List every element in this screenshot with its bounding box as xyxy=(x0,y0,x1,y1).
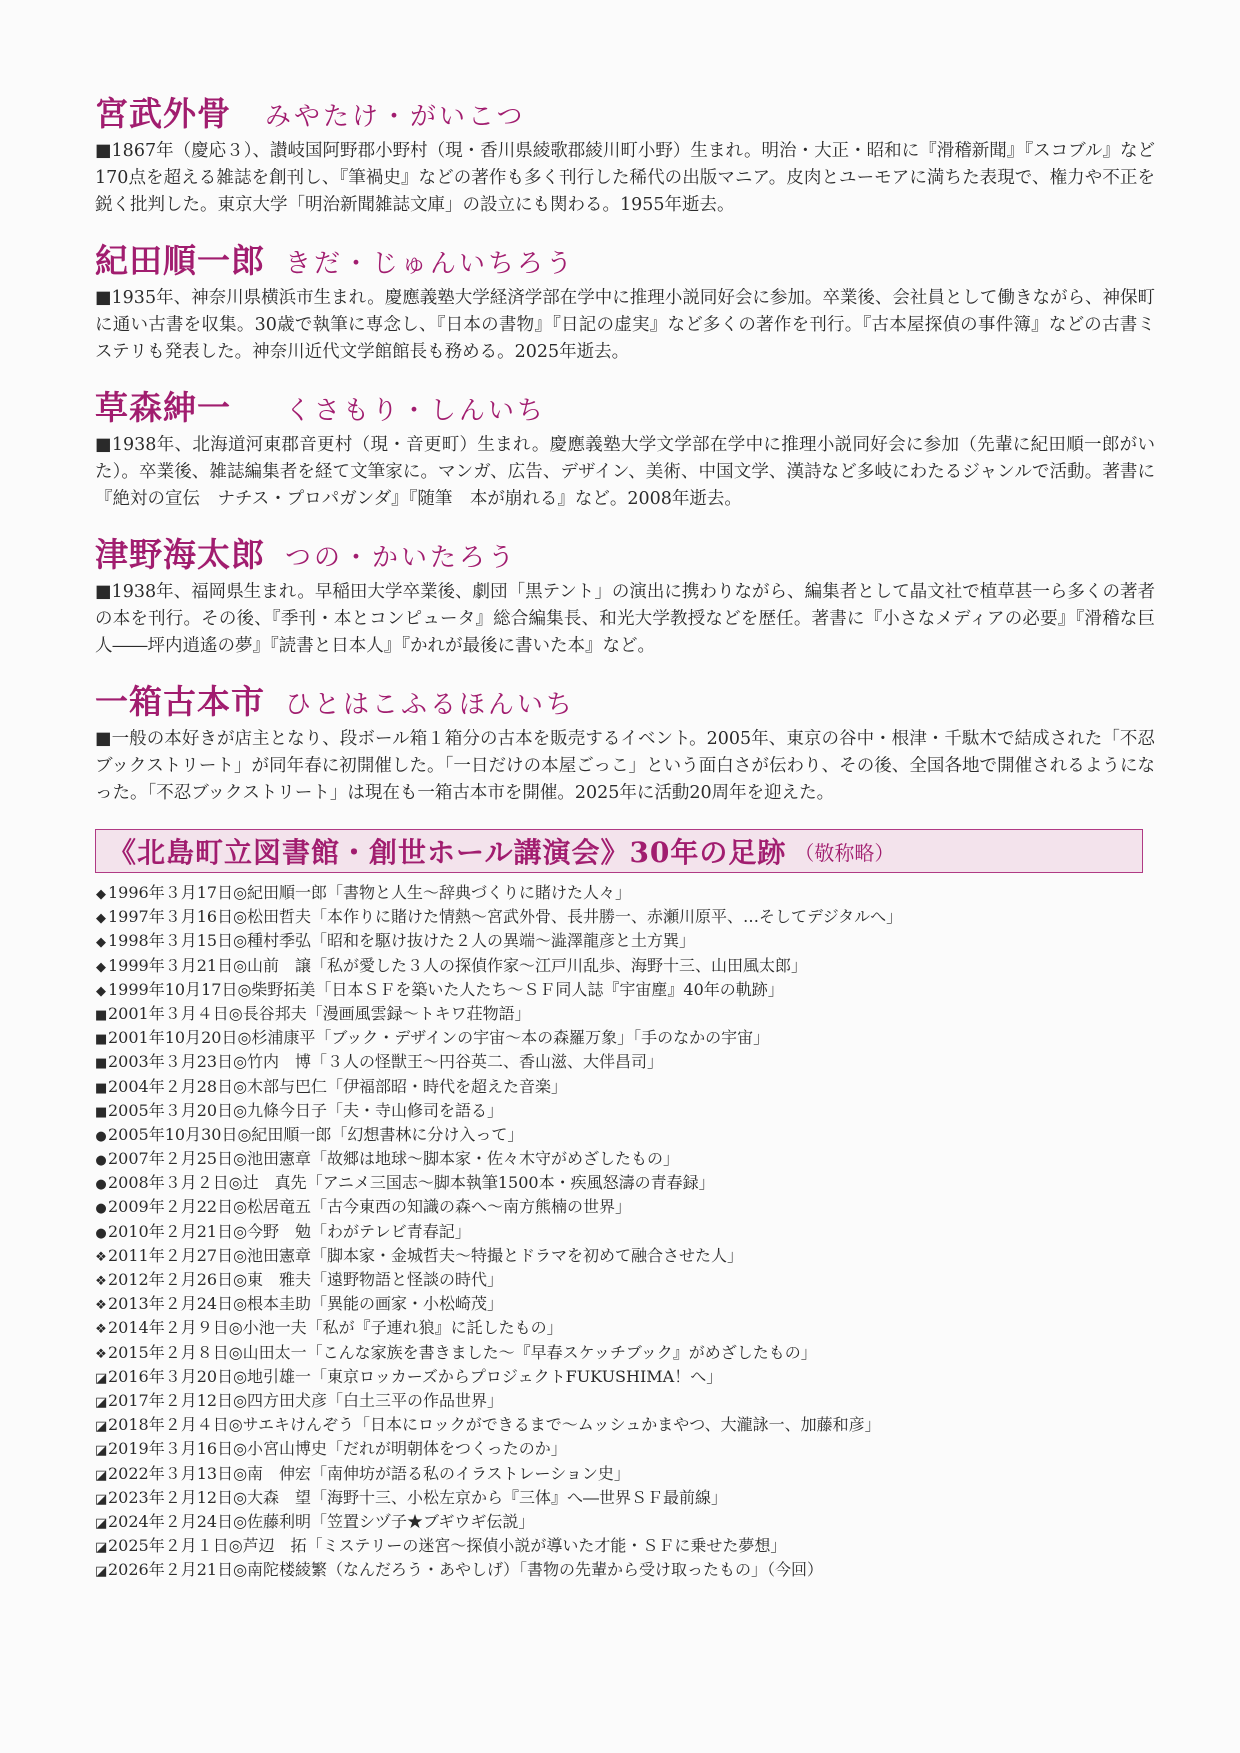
event-text: 2019年３月16日◎小宮山博史「だれが明朝体をつくったのか」 xyxy=(108,1439,567,1459)
event-marker: ■ xyxy=(95,1032,108,1048)
event-text: 2017年２月12日◎四方田犬彦「白土三平の作品世界」 xyxy=(108,1390,504,1410)
event-marker: ◪ xyxy=(95,1540,108,1556)
event-marker: ◪ xyxy=(95,1491,108,1507)
event-marker: ◪ xyxy=(95,1515,108,1531)
history-event xyxy=(95,1099,1155,1123)
history-event xyxy=(95,1558,1155,1582)
profile-name: 津野海太郎 xyxy=(95,535,265,574)
event-text: 2026年２月21日◎南陀楼綾繁（なんだろう・あやしげ）「書物の先輩から受け取ったもの」（今回） xyxy=(108,1560,824,1580)
event-marker: ● xyxy=(95,1177,107,1193)
event-marker: ◆ xyxy=(96,959,106,975)
profile-name: 宮武外骨 xyxy=(95,94,231,133)
event-text: 2015年２月８日◎山田太一「こんな家族を書きました～『早春スケッチブック』がめざしたもの」 xyxy=(108,1342,817,1362)
event-marker: ◪ xyxy=(95,1564,108,1580)
history-event xyxy=(95,1534,1155,1558)
event-marker: ❖ xyxy=(95,1274,107,1289)
history-list xyxy=(95,881,1155,1582)
history-title: 《北島町立図書館・創世ホール講演会》30年の足跡 xyxy=(108,836,787,869)
event-marker: ❖ xyxy=(95,1249,107,1265)
event-text: 2005年３月20日◎九條今日子「夫・寺山修司を語る」 xyxy=(108,1100,504,1120)
event-text: 2004年２月28日◎木部与巴仁「伊福部昭・時代を超えた音楽」 xyxy=(108,1076,568,1096)
event-text: 2001年３月４日◎長谷邦夫「漫画風雲録～トキワ荘物語」 xyxy=(108,1003,531,1023)
event-text: 1999年３月21日◎山前 譲「私が愛した３人の探偵作家～江戸川乱歩、海野十三、山田風太郎」 xyxy=(108,955,808,975)
history-event xyxy=(95,1341,1155,1365)
event-text: 1998年３月15日◎種村季弘「昭和を駆け抜けた２人の異端～澁澤龍彦と土方巽」 xyxy=(108,931,696,951)
profile-text: ■1938年、福岡県生まれ。早稲田大学卒業後、劇団「黒テント」の演出に携わりながら、編集者として晶文社で植草甚一ら多くの著者の本を刊行。その後、『季刊・本とコンピュータ』総合編集長、和光大学教授などを歴任。著書に『小さなメディアの必要』『滑稽な巨人――坪内逍遙の夢』『読書と日本人』『かれが最後に書いた本』など。 xyxy=(95,582,1155,656)
history-event xyxy=(95,1244,1155,1268)
event-marker: ● xyxy=(95,1153,107,1169)
profile-name: 紀田順一郎 xyxy=(95,241,265,280)
history-event xyxy=(95,1316,1155,1340)
history-event xyxy=(95,1437,1155,1461)
event-text: 2007年２月25日◎池田憲章「故郷は地球～脚本家・佐々木守がめざしたもの」 xyxy=(108,1149,680,1169)
event-marker: ◪ xyxy=(95,1394,108,1410)
event-text: 2012年２月26日◎東 雅夫「遠野物語と怪談の時代」 xyxy=(108,1270,504,1289)
event-marker: ◪ xyxy=(95,1467,108,1483)
event-text: 2001年10月20日◎杉浦康平「ブック・デザインの宇宙～本の森羅万象」「手のなかの宇宙」 xyxy=(108,1028,770,1048)
event-marker: ● xyxy=(95,1225,107,1241)
event-marker: ◪ xyxy=(95,1443,108,1459)
profile-text: ■1938年、北海道河東郡音更村（現・音更町）生まれ。慶應義塾大学文学部在学中に推理小説同好会に参加（先輩に紀田順一郎がいた）。卒業後、雑誌編集者を経て文筆家に。マンガ、広告、デザイン、美術、中国文学、漢詩など多岐にわたるジャンルで活動。著書に『絶対の宣伝 ナチス・プロパガンダ』『随筆 本が崩れる』など。2008年逝去。 xyxy=(95,435,1155,509)
history-event xyxy=(95,1486,1155,1510)
profile-hitohako xyxy=(95,676,1155,807)
profile-tsuno xyxy=(95,529,1155,660)
event-text: 2010年２月21日◎今野 勉「わがテレビ青春記」 xyxy=(108,1221,471,1241)
profile-name: 一箱古本市 xyxy=(95,682,265,721)
event-marker: ◪ xyxy=(95,1419,108,1435)
profile-text: ■1867年（慶応３）、讃岐国阿野郡小野村（現・香川県綾歌郡綾川町小野）生まれ。明治・大正・昭和に『滑稽新聞』『スコブル』など170点を超える雑誌を創刊し、『筆禍史』などの著作も多く刊行した稀代の出版マニア。皮肉とユーモアに満ちた表現で、権力や不正を鋭く批判した。東京大学「明治新聞雑誌文庫」の設立にも関わる。1955年逝去。 xyxy=(95,141,1155,215)
history-event xyxy=(95,1510,1155,1534)
event-marker: ❖ xyxy=(95,1346,107,1362)
history-event xyxy=(95,1123,1155,1147)
event-marker: ◆ xyxy=(96,935,106,951)
history-event xyxy=(95,929,1155,953)
profile-miyatake xyxy=(95,88,1155,219)
document-page xyxy=(95,88,1155,1582)
event-text: 2022年３月13日◎南 伸宏「南伸坊が語る私のイラストレーション史」 xyxy=(108,1463,630,1483)
history-event xyxy=(95,905,1155,929)
history-event xyxy=(95,881,1155,905)
event-text: 2023年２月12日◎大森 望「海野十三、小松左京から『三体』へ―世界ＳＦ最前線」 xyxy=(108,1487,728,1507)
event-text: 1996年３月17日◎紀田順一郎「書物と人生～辞典づくりに賭けた人々」 xyxy=(108,883,632,902)
history-event xyxy=(95,1147,1155,1171)
history-event xyxy=(95,1026,1155,1050)
event-text: 2018年２月４日◎サエキけんぞう「日本にロックができるまで～ムッシュかまやつ、大瀧詠一、加藤和彦」 xyxy=(108,1415,881,1435)
event-text: 2005年10月30日◎紀田順一郎「幻想書林に分け入って」 xyxy=(108,1124,524,1144)
event-text: 2003年３月23日◎竹内 博「３人の怪獣王～円谷英二、香山滋、大伴昌司」 xyxy=(108,1052,664,1072)
event-marker: ❖ xyxy=(95,1322,107,1338)
event-marker: ● xyxy=(95,1128,107,1144)
event-text: 1997年３月16日◎松田哲夫「本作りに賭けた情熱～宮武外骨、長井勝一、赤瀬川原平、…そしてデジタルへ」 xyxy=(108,907,903,927)
history-event xyxy=(95,1292,1155,1316)
history-event xyxy=(95,1413,1155,1437)
profile-kana: みやたけ・がいこつ xyxy=(265,102,526,132)
profile-kana: ひとはこふるほんいち xyxy=(285,690,576,720)
event-text: 2013年２月24日◎根本圭助「異能の画家・小松崎茂」 xyxy=(108,1294,504,1314)
history-event xyxy=(95,1075,1155,1099)
event-marker: ■ xyxy=(95,1007,108,1023)
event-marker: ❖ xyxy=(95,1298,107,1314)
history-event xyxy=(95,1462,1155,1486)
history-event xyxy=(95,1365,1155,1389)
event-text: 2014年２月９日◎小池一夫「私が『子連れ狼』に託したもの」 xyxy=(108,1318,563,1338)
event-marker: ■ xyxy=(95,1080,108,1096)
event-text: 2025年２月１日◎芦辺 拓「ミステリーの迷宮～探偵小説が導いた才能・ＳＦに乗せた夢想」 xyxy=(108,1536,787,1556)
profile-name: 草森紳一 xyxy=(95,388,231,427)
profile-kana: きだ・じゅんいちろう xyxy=(285,249,576,279)
event-marker: ◪ xyxy=(95,1370,108,1386)
event-marker: ● xyxy=(95,1201,107,1217)
history-banner xyxy=(95,829,1143,873)
event-text: 1999年10月17日◎柴野拓美「日本ＳＦを築いた人たち～ＳＦ同人誌『宇宙塵』40年の軌跡」 xyxy=(108,979,784,999)
profile-kida xyxy=(95,235,1155,366)
profile-kusamori xyxy=(95,382,1155,513)
event-marker: ■ xyxy=(95,1104,108,1120)
event-text: 2016年３月20日◎地引雄一「東京ロッカーズからプロジェクトFUKUSHIMA！へ」 xyxy=(108,1366,723,1386)
history-event xyxy=(95,1171,1155,1195)
profile-text: ■一般の本好きが店主となり、段ボール箱１箱分の古本を販売するイベント。2005年、東京の谷中・根津・千駄木で結成された「不忍ブックストリート」が同年春に初開催した。「一日だけの本屋ごっこ」という面白さが伝わり、その後、全国各地で開催されるようになった。「不忍ブックストリート」は現在も一箱古本市を開催。2025年に活動20周年を迎えた。 xyxy=(95,729,1155,803)
history-event xyxy=(95,1050,1155,1074)
event-marker: ◆ xyxy=(96,887,106,902)
event-text: 2011年２月27日◎池田憲章「脚本家・金城哲夫～特撮とドラマを初めて融合させた人」 xyxy=(108,1245,744,1265)
event-text: 2008年３月２日◎辻 真先「アニメ三国志～脚本執筆1500本・疾風怒濤の青春録」 xyxy=(108,1173,715,1193)
profile-kana: つの・かいたろう xyxy=(285,543,518,573)
event-text: 2009年２月22日◎松居竜五「古今東西の知識の森へ～南方熊楠の世界」 xyxy=(108,1197,632,1217)
profile-text: ■1935年、神奈川県横浜市生まれ。慶應義塾大学経済学部在学中に推理小説同好会に参加。卒業後、会社員として働きながら、神保町に通い古書を収集。30歳で執筆に専念し、『日本の書物』『日記の虚実』など多くの著作を刊行。『古本屋探偵の事件簿』などの古書ミステリも発表した。神奈川近代文学館館長も務める。2025年逝去。 xyxy=(95,288,1155,362)
history-event xyxy=(95,1195,1155,1219)
event-marker: ◆ xyxy=(96,911,106,927)
history-event xyxy=(95,1002,1155,1026)
history-event xyxy=(95,1220,1155,1244)
history-event xyxy=(95,954,1155,978)
event-text: 2024年２月24日◎佐藤利明「笠置シヅ子★ブギウギ伝説」 xyxy=(108,1511,535,1531)
event-marker: ◆ xyxy=(96,983,106,999)
history-event xyxy=(95,1268,1155,1292)
event-marker: ■ xyxy=(95,1056,108,1072)
history-event xyxy=(95,978,1155,1002)
history-event xyxy=(95,1389,1155,1413)
history-note: （敬称略） xyxy=(794,840,895,865)
profile-kana: くさもり・しんいち xyxy=(285,396,547,426)
